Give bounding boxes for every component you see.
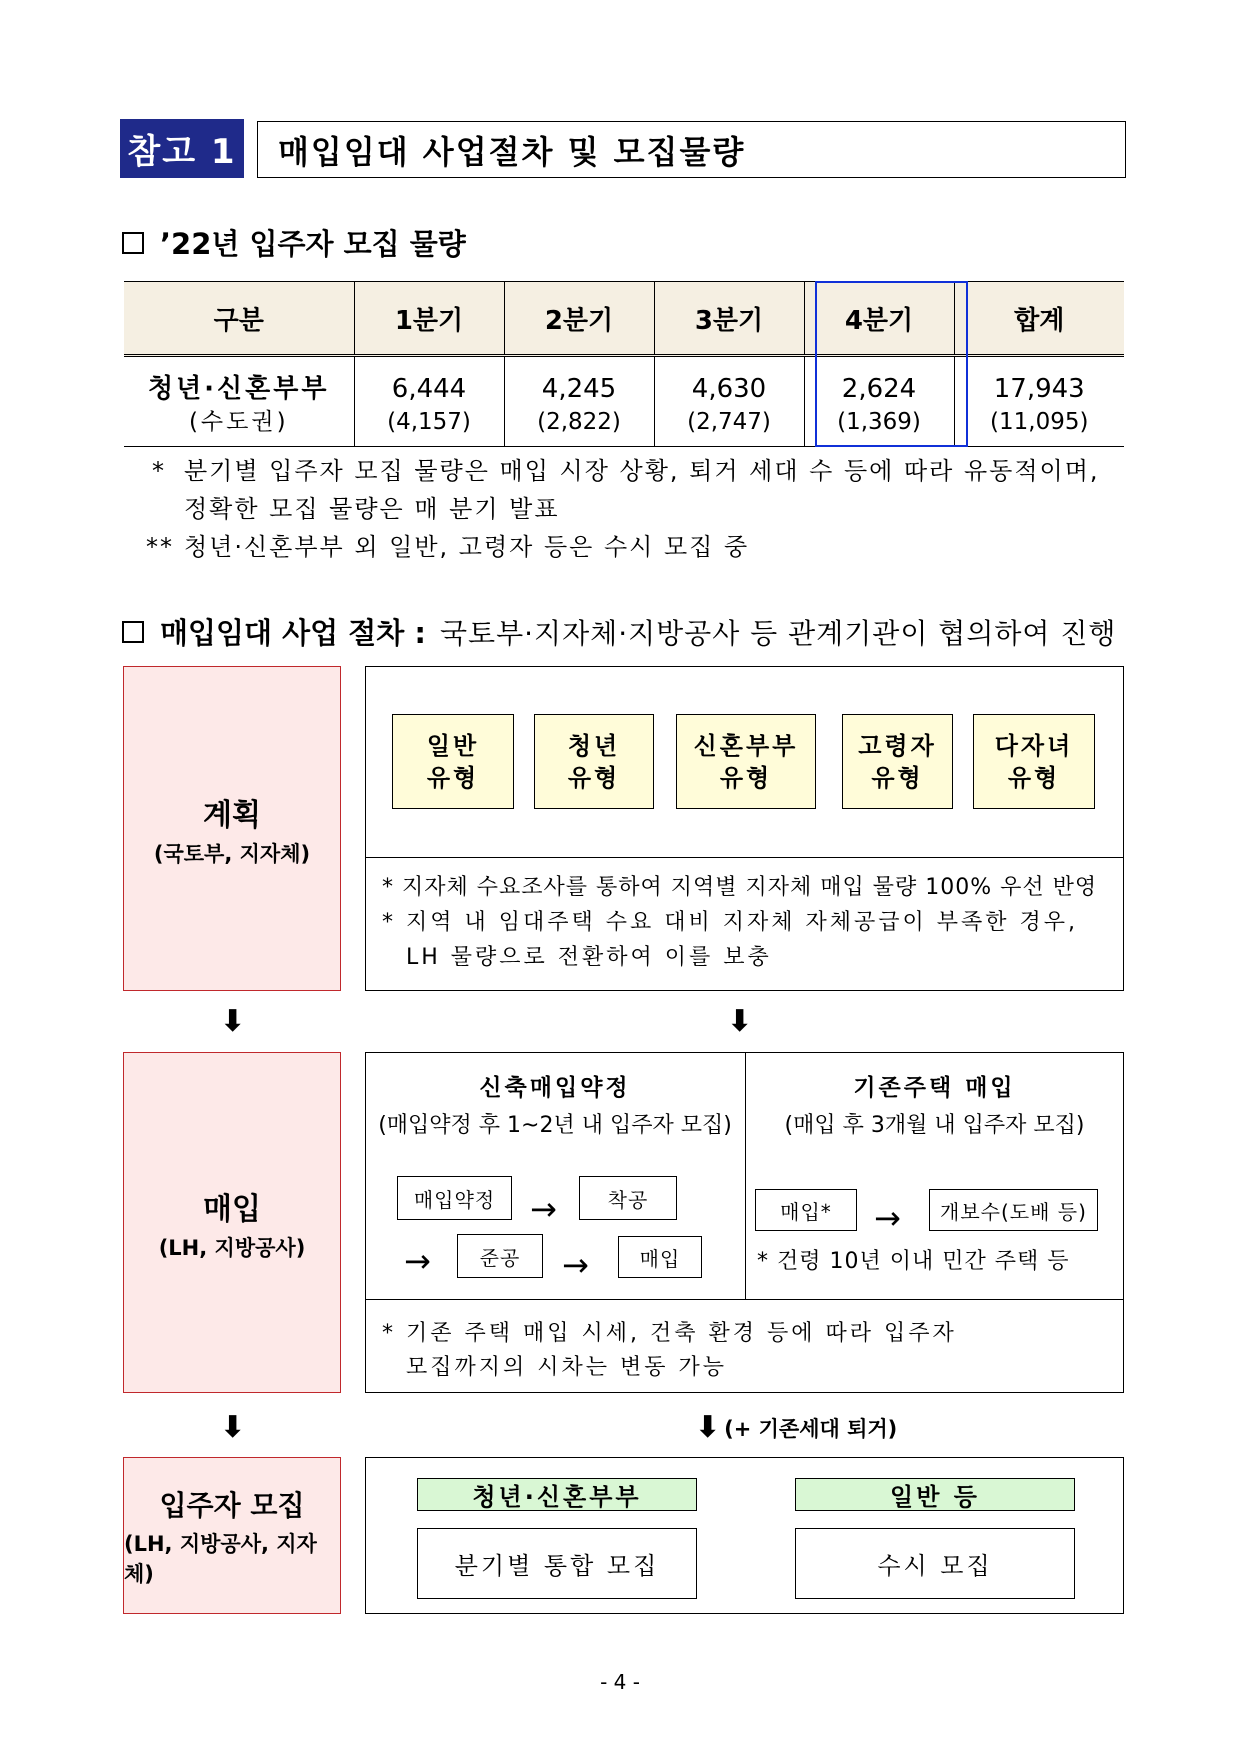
recruit-method-box: 분기별 통합 모집 [417,1528,697,1599]
reference-label: 참고 1 [120,119,244,178]
page-number: - 4 - [600,1670,640,1694]
table-row [124,356,1124,447]
new-build-header [367,1069,743,1139]
new-build-title: 신축매입약정 [479,1075,631,1101]
existing-house-note: * 건령 10년 이내 민간 주택 등 [757,1249,1070,1274]
existing-house-title: 기존주택 매입 [853,1075,1016,1101]
table-cell [124,356,354,447]
table-header: 1분기 [354,282,504,356]
type-box-youth [534,714,654,809]
table-header: 2분기 [504,282,654,356]
type-box-newlywed [676,714,816,809]
right-arrow-icon: → [874,1199,901,1237]
type-label: 일반 [426,731,480,760]
stage-purchase-box [123,1052,341,1393]
type-label: 청년 [567,731,621,760]
type-label: 유형 [426,763,480,792]
cell-value: 6,444 [391,373,467,404]
cell-subvalue: (1,369) [837,409,921,436]
checkbox-square-icon [122,621,144,643]
type-label: 유형 [567,763,621,792]
cell-subvalue: (2,822) [537,409,621,436]
stage-title: 매입 [203,1191,261,1227]
step-box: 매입약정 [397,1176,512,1220]
down-arrow-icon: ⬇ [220,1004,246,1039]
plan-note: * 지역 내 임대주택 수요 대비 지자체 자체공급이 부족한 경우, [382,910,1078,935]
stage-title: 입주자 모집 [159,1488,305,1522]
table-header: 4분기 [804,282,954,356]
note-marker: ** [146,533,174,561]
down-arrow-icon: ⬇ [220,1410,246,1445]
table-cell [354,356,504,447]
table-cell [654,356,804,447]
plan-note: LH 물량으로 전환하여 이를 보충 [406,945,772,970]
step-box: 매입 [618,1236,702,1278]
note-text: 분기별 입주자 모집 물량은 매입 시장 상황, 퇴거 세대 수 등에 따라 유동적이며, [184,457,1100,485]
q4-highlight-frame [815,281,968,447]
type-box-multichild [973,714,1095,809]
stage-plan-box [123,666,341,991]
down-arrow-icon: ⬇ [695,1410,721,1445]
type-label: 유형 [719,763,773,792]
page-title: 매입임대 사업절차 및 모집물량 [257,121,1126,178]
note-1 [152,452,1132,528]
existing-house-subtitle: (매입 후 3개월 내 입주자 모집) [784,1113,1085,1138]
row-label: 청년·신혼부부 [147,373,330,404]
purchase-note: * 기존 주택 매입 시세, 건축 환경 등에 따라 입주자 [382,1321,957,1346]
group-label-general: 일반 등 [795,1478,1075,1511]
retire-note: (+ 기존세대 퇴거) [724,1416,898,1441]
table-header-row [124,282,1124,356]
table-header: 3분기 [654,282,804,356]
cell-subvalue: (2,747) [687,409,771,436]
quarterly-table [124,281,1124,447]
type-label: 유형 [1007,763,1061,792]
note-marker: * [152,457,166,485]
table-cell [504,356,654,447]
step-box: 준공 [457,1234,543,1278]
table-header: 구분 [124,282,354,356]
note-text: 청년·신혼부부 외 일반, 고령자 등은 수시 모집 중 [184,533,750,561]
purchase-note: 모집까지의 시차는 변동 가능 [406,1355,728,1380]
step-box: 개보수(도배 등) [929,1189,1098,1231]
type-label: 유형 [871,763,924,792]
note-text: 정확한 모집 물량은 매 분기 발표 [184,495,560,523]
section1-title: ’22년 입주자 모집 물량 [160,227,466,261]
cell-subvalue: (11,095) [990,409,1089,436]
checkbox-square-icon [122,232,144,254]
cell-value: 17,943 [993,373,1085,404]
group-label-youth-newlywed: 청년·신혼부부 [417,1478,697,1511]
table-cell [954,356,1124,447]
type-label: 고령자 [858,731,937,760]
divider [365,857,1124,858]
plan-notes [382,870,1122,975]
type-box-elderly [842,714,953,809]
step-box: 착공 [579,1176,677,1220]
note-2 [146,528,1132,566]
type-label: 다자녀 [994,731,1074,760]
type-box-general [392,714,514,809]
stage-title: 계획 [203,797,261,833]
stage-agency: (국토부, 지자체) [153,841,311,866]
type-label: 신혼부부 [693,731,799,760]
section1-heading [122,222,466,263]
right-arrow-icon: → [404,1242,431,1280]
divider [745,1052,746,1300]
recruit-method-box: 수시 모집 [795,1528,1075,1599]
stage-agency: (LH, 지방공사) [158,1235,306,1260]
purchase-notes [382,1317,957,1385]
cell-value: 4,630 [691,373,767,404]
table-header: 합계 [954,282,1124,356]
stage-recruit-box [123,1457,341,1614]
down-arrow-icon: ⬇ [727,1004,753,1039]
step-box: 매입* [755,1189,857,1231]
cell-value: 4,245 [541,373,617,404]
plan-note: * 지자체 수요조사를 통하여 지역별 지자체 매입 물량 100% 우선 반영 [382,875,1098,900]
row-sublabel: (수도권) [188,409,289,436]
section2-title: 매입임대 사업 절차 : [160,616,426,650]
cell-value: 2,624 [841,373,917,404]
section2-heading [122,611,1116,652]
cell-subvalue: (4,157) [387,409,471,436]
section2-subtitle: 국토부·지자체·지방공사 등 관계기관이 협의하여 진행 [440,616,1117,650]
right-arrow-icon: → [562,1246,589,1284]
retire-arrow-group [695,1410,897,1445]
table-notes [146,452,1132,566]
new-build-subtitle: (매입약정 후 1~2년 내 입주자 모집) [378,1113,732,1138]
stage-agency: (LH, 지방공사, 지자체) [124,1531,317,1586]
divider [365,1299,1124,1300]
existing-house-header [747,1069,1122,1139]
right-arrow-icon: → [530,1190,557,1228]
